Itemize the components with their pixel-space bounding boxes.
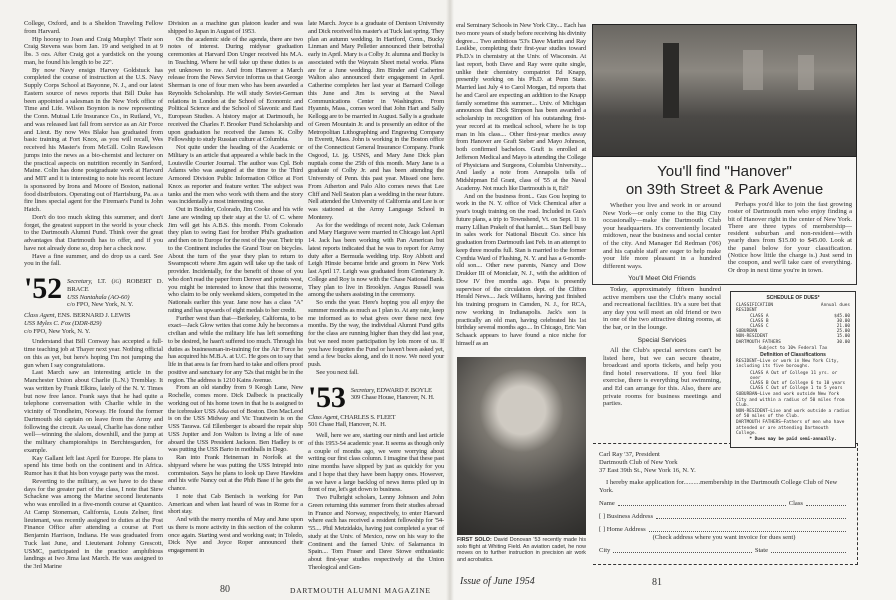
membership-coupon[interactable] xyxy=(593,443,858,565)
dues-row: SUBURBAN 25.00 xyxy=(736,329,850,335)
first-solo-photo xyxy=(457,357,586,535)
definitions-title: Definition of Classifications xyxy=(760,352,826,359)
home-address-field[interactable] xyxy=(599,526,849,534)
page-gutter xyxy=(446,0,454,600)
ad-intro: Whether you live and work in or around New York—or only come to the Big City occasionally—make the Dartmouth Club your headquarters. It's conveniently located midtown, near the business and social center of the city. And Manager Ed Redman ('06) and his capable staff are eager to help make your life more pleasant in a hundred different ways. xyxy=(603,202,721,270)
page-number: 80 xyxy=(220,584,230,595)
paragraph: Ran into Frank Heineman in Norfolk at the shipyard where he was putting the USS Intrepid into commission. Says he plans to look up Dave Hawkins and his wife Nancy out at the Phib Base if he gets the chance. xyxy=(168,454,303,492)
invoice-note: (Check address where you want invoice for dues sent) xyxy=(652,534,796,541)
photo-caption xyxy=(457,537,586,563)
page-number: 81 xyxy=(652,577,662,588)
paragraph: On the academic side of the agenda, there are two notes of interest. During midyear graduation ceremonies at Harvard Don Unger received his M.A. in Teaching. Where he will take up these duties is as yet unknown to me. And from Hanover a March release from the News Service informs us that George Sherman is one of four men who has been awarded a Reynolds Scholarship. He will study Soviet-German relations in London at the School of Economic and Political Science and the School of Slavonic and East European Studies. A history major at Dartmouth, he received the Charles F. Brooker Fund Scholarship and upon graduation he received the James K. Colby Fellowship to study Russian culture at Columbia. xyxy=(168,35,303,144)
name-label: Name xyxy=(599,500,615,507)
agent-address: USS Myles C. Fox (DDR-829) xyxy=(24,319,102,327)
paragraph: As for the weddings of recent note, Jack Coleman and Mary Hargrave were married in Chicago last April 14. Jack has been working with Pan American but latest reports indicated that he was to report for Army duty after a Bermuda wedding trip. Roy Abbott and Leigh Hinsie became bride and groom in New York last April 17. Leigh was graduated from Centenary Jr. College and Roy is now with the Chase National Bank. They plan to live in Brooklyn. Angus Russell was among the ushers assisting in the ceremony. xyxy=(308,221,444,299)
paragraph: Kay Gallant left last April for Europe. He plans to spend his time both on the continent and in Africa. Rumor has it that his bon voyage party was the most. xyxy=(24,454,163,477)
left-column-2 xyxy=(168,20,303,576)
definition: SUBURBAN—Live and work outside New York City and within a radius of 50 miles from Club. xyxy=(736,392,845,408)
paragraph: Don't do too much skiing this summer, and don't forget, the greatest support in the world is your check to the Dartmouth Alumni Fund. Think over the great advantages that Dartmouth has to offer, and if you have not already done so, drop her a check now. xyxy=(24,213,163,252)
paragraph: Last March saw an interesting article in the Manchester Union about Charlie (L.N.) Tremblay. It was written by Frank Elkins, lately of the N. Y. Times but now free lance. Frank says that he had quite a telephone conversation with Charlie while in the vicinity of Trondheim, Norway. He found the former Dartmouth ski captain on leave from the Army and following the circuit. As usual, Charlie has done rather well—winning the slalom, downhill, and the jump at the military championships in Berchtesgarden, for example. xyxy=(24,369,163,454)
paragraph: Understand that Bill Conway has accepted a full-time teaching job at Thayer next year. Nothing official on this as yet, but here's hoping I'm not jumping the gun when I say congratulations. xyxy=(24,338,163,369)
grandfather-clock xyxy=(663,43,679,118)
coupon-addressee: Carl Ray '37, President xyxy=(599,451,660,458)
paragraph: By now Navy ensign Harvey Goldstuck has completed the course of instruction at the U.S. Navy Supply Corps School at Bayonne, N. J., and our latest Eastern source of news reports that Bill Duke has been appointed a salesman in the New York office of Time and Life. Wilson Boynton is now representing the Conn. Mutual Life Insurance Co., in Rutland, Vt., and was released last fall from service as an Air Force and Lieut. By now Wes Blake has graduated from basic training at Fort Knox, as you will recall, Wes received his Master's from McGill. Colin Rawleson jumps into the news as a bio-chemist and lecturer on the practical aspects on nutrition recently in Sanford, Maine. Colin has done postgraduate work at Harvard and MIT and it is interesting to note his recent lecture is sponsored by Irons and Moore of Boston, national food distributors. Operating out of Harrisburg, Pa. as a fire lines special agent for the Fireman's Fund is John Hatch. xyxy=(24,66,163,213)
dues-row: CLASS B 30.00 xyxy=(750,318,850,324)
ad-column-1 xyxy=(603,202,721,408)
business-address-field[interactable] xyxy=(599,513,849,521)
secretary-address: USS Nantahala (AO-60) xyxy=(67,293,130,301)
agent-label: Class Agent, xyxy=(308,413,339,421)
ad-paragraph: All the Club's special services can't be listed here, but we can secure theatre, broadcast and sports tickets, and help you find hotel reservations. If you feel like exercise, there is everything but swimming, and Ed can arrange for this. Also, there are private rooms for business meetings and parties. xyxy=(603,347,721,408)
secretary-label: Secretary, xyxy=(67,278,93,285)
definition: RESIDENT—Live or work in New York City, including its five boroughs. xyxy=(736,359,840,370)
left-column-1 xyxy=(24,20,163,576)
name-field[interactable] xyxy=(599,500,849,508)
secretary-address: 309 Chase House, Hanover, N. H. xyxy=(350,394,435,402)
paragraph: Division as a machine gun platoon leader and was shipped to Japan in August of 1953. xyxy=(168,20,303,35)
dues-row: CLASS C 21.00 xyxy=(750,324,850,330)
class-label: Class xyxy=(788,500,803,507)
class-1952-header xyxy=(24,272,163,309)
definition: CLASS C Out of College 1 to 5 years xyxy=(750,386,843,392)
schedule-of-dues-panel xyxy=(730,291,856,448)
class-agent xyxy=(24,312,163,335)
class-1953-header xyxy=(308,380,444,414)
secretary-address: c/o FPO, New York, N. Y. xyxy=(67,301,134,309)
coupon-addressee: Dartmouth Club of New York xyxy=(599,459,678,466)
right-column-1 xyxy=(456,22,586,354)
col-header: Annual dues xyxy=(820,303,850,309)
paragraph: Hip hooray to Joan and Craig Murphy! Their son Craig Stevens was born Jan. 19 and weighed in at 9 lbs. 3 ozs. After Craig got a yardstick on the young man, he found his length to be 22". xyxy=(24,35,163,66)
secretary-name: LT. (jg) ROBERT D. BRACE xyxy=(67,278,163,293)
caption-lead: FIRST SOLO: xyxy=(457,537,492,543)
city-label: City xyxy=(599,547,611,554)
coupon-address: 37 East 39th St., New York 16, N. Y. xyxy=(599,467,696,474)
ad-headline: You'll find "Hanover" xyxy=(657,163,792,180)
issue-date: Issue of June 1954 xyxy=(460,576,535,587)
paragraph: Further west than that—Berkeley, California, to be exact—Jack Glow writes that come July he becomes a civilian and while the military life has left something to be desired, he hasn't suffered too much. Through his duties as businessman-in-training for the Air Force he has acquired his M.B.A. at U.C. He goes on to say that life in that area is far from hard to take and offers proof positive and sanctuary for any '52s that might be in the region. The address is 1210 Kains Avenue. xyxy=(168,314,303,384)
magazine-title-footer: DARTMOUTH ALUMNI MAGAZINE xyxy=(290,586,431,595)
secretary-label: Secretary, xyxy=(350,386,376,394)
dues-row: NON-RESIDENT 15.00 xyxy=(736,334,850,340)
dues-category: RESIDENT xyxy=(736,308,758,314)
definition: CLASS B Out of College 6 to 10 years xyxy=(750,381,846,387)
col-header: CLASSIFICATION xyxy=(736,303,774,309)
paragraph: I note that Cab Benisch is working for Pan American and when last heard of was in Rome for a short stay. xyxy=(168,492,303,516)
class-year: '53 xyxy=(308,380,346,414)
paragraph: Out in Boulder, Colorado, Jim Cooke and his wife Jane are winding up their stay at the U. of C. where Jim will get his A.B.S. this month. From Colorado they plan to swing East for brother Phil's graduation and then on to Europe for the rest of the year. Their trip to the Continent includes the Grand Tour on bicycles. About the turn of the year they plan to return to Swampscott where Jim again will take up the task of provider. Incidentally, for the benefit of those of you who don't read the paper from Denver and points west, you might be interested to know that this twosome, who claim to be only weekend skiers, competed in the Nationals earlier this year. Jane now has a class "A" rating and has upwards of eight medals to her credit. xyxy=(168,206,303,314)
dues-footnote: * Dues may be paid semi-annually. xyxy=(749,437,837,443)
ad-headline: on 39th Street & Park Avenue xyxy=(625,181,824,198)
class-agent xyxy=(308,414,444,430)
definition: NON-RESIDENT—Live and work outside a radius of 50 miles of the Club. xyxy=(736,409,850,420)
paragraph: eral Seminary Schools in New York City.... Each has two more years of study before receiving his divinity degree.... Two ambitious '53's Dave Martin and Ray Lesikbe, completing their first-year studies toward Ph.D.'s in chemistry at the Univ. of Wisconsin. At last report, both Dave and Ray were quite single, unlike their chemistry compatriot Ed Knapp, presently working on his Ph.D. at Penn State. Married last July 4 to Carol Morgan, Ed reports that he and Carol are expecting an addition to the Knapp family sometime this summer.... Univ. of Michigan announces that Dick Simpson has been awarded a scholarship in recognition of his outstanding first-year record at its medical school, where he is top man in his class.... Other first-year medics away from Hanover are Graft Sieber and Mayo Johnson, both confirmed bachelors. Graft is enrolled at Jefferson Medical and Mayo is attending the College of Physicians and Surgeons, Columbia University.... And lastly a note from Annapolis tells of Midshipman Ed Grant, class of '55 at the Naval Academy. Not much like Dartmouth is it, Ed? xyxy=(456,22,586,192)
agent-label: Class Agent, xyxy=(24,312,57,319)
dues-title: SCHEDULE OF DUES* xyxy=(766,295,820,301)
paragraph: Reverting to the military, as we have to do these days for the greater part of the class, I note that Stew Schackne was among the Marine second lieutenants who was enrolled in a five-month course at Quantico. At Camp Stoneman, California, Louis Zelner, first lieutenant, was recently assigned to duties at the Post Finance Office after attending a course at Fort Benjamin Harrison, Indiana. He was graduated from Tuck last June, and Lieutenant Johnny Grescott, USMC, participated in the practice amphibious landings at Iwo Jima last March. He was assigned to the 3rd Marine xyxy=(24,477,163,570)
agent-address: 501 Chase Hall, Hanover, N. H. xyxy=(308,421,387,429)
definition: DARTMOUTH FATHERS—Fathers of men who have attended or are attending Dartmouth College. xyxy=(736,420,845,436)
paragraph: From an old standby from 9 Keogh Lane, New Rochelle, comes more. Dick Dalbeck is practically working out of his home town in that he is assigned to the icebreaker USS Atka out of Boston. Don MacLeod is on the USS Midway and Vic Trautwein is on the USS Tarawa. Gil Ellenberger is aboard the repair ship USS Jupiter and Jon Walton is living a life of ease aboard the USS President Jackson. Ben Hadley is or was putting the USS Barto in mothballs in Dego. xyxy=(168,384,303,454)
ad-paragraph: Today, approximately fifteen hundred active members use the Club's many social and recreational facilities. It's a sure bet that any day you will meet an old friend or two in one of the two attractive dining rooms, at the bar, or in the lounge. xyxy=(603,285,721,331)
paragraph: Two Fulbright scholars, Lenny Johnson and John Green returning this summer from their studies abroad in France and Norway, respectively, to enter Harvard where each has received a resident fellowship for '54-'55.... Phil Metzidakis, having just completed a year of study at the Univ. of Mexico, now on his way to the Continent and the famed Univ. of Salamanca in Spain.... Tom Fraser and Dave Stowe enthusiastic about first-year studies respectively at the Union Theological and Gen- xyxy=(308,494,444,571)
agent-name: ENS. BERNARD J. LEWIS xyxy=(57,312,131,319)
city-state-field[interactable] xyxy=(599,547,849,555)
application-text: I hereby make application for..........membership in the Dartmouth College Club of New York. xyxy=(599,479,838,494)
home-address-label: [ ] Home Address xyxy=(599,526,646,533)
secretary-name: EDWARD F. BOYLE xyxy=(376,386,432,394)
paragraph: College, Oxford, and is a Sheldon Traveling Fellow from Harvard. xyxy=(24,20,163,35)
dues-row: DARTMOUTH FATHERS 30.00 xyxy=(736,339,850,345)
club-lounge-photo xyxy=(592,24,857,157)
ad-subheading: You'll Meet Old Friends xyxy=(628,275,696,283)
left-column-3 xyxy=(308,20,444,576)
class-year: '52 xyxy=(24,272,63,305)
paragraph: Not quite under the heading of the Academic or Military is an article that appeared a while back in the Louisville Courier Journal. The author was Cpl. Bob Adams who was assigned at the time to the Third Armored Division Public Information Office at Fort Knox as reporter and feature writer. The subject was tanks and the men who work with them and the story was incidentally a most interesting one. xyxy=(168,144,303,206)
tax-note: Subject to 10% Federal Tax xyxy=(758,345,828,351)
definition: CLASS A Out of College 11 yrs. or over xyxy=(750,370,838,381)
paragraph: So ends the year. Here's hoping you all enjoy the summer months as much as I plan to. At any rate, keep me informed as to what gives over these next few months. By the way, the individual Alumni Fund gifts for the class are running higher than they did last year, but we need more participation by lots more of us. If you have forgotten the Fund or haven't been asked yet, send a few bucks along, and do it now. We need your push. xyxy=(308,299,444,368)
paragraph: Well, here we are, starting our ninth and last article of this 1953-54 academic year. It seems as though only a couple of months ago, we were worrying about writing our first class column. I imagine that these past nine months have slipped by just as quickly for you and I hope that they have been happy ones. However, as we have a large backlog of news items piled up in front of me, let's get down to business. xyxy=(308,432,444,494)
ad-column-2 xyxy=(728,201,852,274)
dues-row: CLASS A $45.00 xyxy=(750,313,850,319)
caption-text: David Donovan '53 recently made his solo flight at Whiting Field. An aviation cadet, he now moves on to further instruction in precision air work and acrobatics. xyxy=(457,537,587,563)
paragraph: late March. Joyce is a graduate of Denison University and Dick received his master's at Tuck last spring. They plan an autumn wedding. In Hartford, Conn., Bucky Linman and Mary Pelletier announced their betrothal early in April. Mary is a Colby Jr. alumna and Bucky is associated with the Wayrain Sheet metal works. Plans are for a June wedding. Jim Binder and Catherine Walton also announced their engagement in April. Catherine completes her last year at Barnard College this June and Jim is serving at the Naval Communications Center in Washington. From Hyannis, Mass., comes word that John Hart and Sally Kellogg are to be married in August. Sally is a graduate of Green Mountain Jr. and is presently an editor of the Metropolitan Lithographing and Engraving Company in Everett, Mass. John is working in the Boston office of the Connecticut General Insurance Company. Frank Osgood, Lt. jg. USNS, and Mary Jane Dick plan nuptials come the 25th of this month. Mary Jane is a graduate of Colby Jr. and has been attending the University of Penn. this past year. Missed one here. From Atherton and Palo Alto comes news that Lee Cliff and Nell Seaton plan a wedding in the near future. Nell attended the University of California and Lee is or was stationed at the Army Language School in Monterey. xyxy=(308,20,445,221)
agent-name: CHARLES S. FLEET xyxy=(340,413,396,421)
paragraph: See you next fall. xyxy=(316,368,359,376)
ad-join-paragraph: Perhaps you'd like to join the fast growing roster of Dartmouth men who enjoy finding a bit of Hanover right in the center of New York. There are three types of membership—resident suburban and non-resident—with yearly dues from $15.00 to $45.00. Look at the panel below for your classification. (Notice how little the charge is.) Just send in the coupon, and we'll take care of everything. Or drop in next time you're in town. xyxy=(728,201,852,274)
paragraph: Have a fine summer, and do drop us a card. See you in the fall. xyxy=(24,252,163,268)
business-address-label: [ ] Business Address xyxy=(599,513,654,520)
paragraph: And on the business front... Gus Gou hoping to work in the N. Y. office of Vick Chemical after a year's tough training on the road. Included in Gus's future plans, a trip to Townshend, Vt. on Sept. 11 to marry Lillian Prakelt of that hamlet.... Stan Bell busy in sales work for National Biscuit Co. since his graduation from Dartmouth last Feb. in an attempt to keep three mouths full. Stan is married to the former Cynthia Ward of Flushing, N. Y. and has a 6-month-old son.... Other new parents, Nancy and Dow Drukker III of Montclair, N. J., with the addition of Dow IV five months ago. Papa is presently supervisor of the circulation dept. of the Clifton Herald News.... Jack Williams, having just finished his training program in Camden, N. J., for RCA, now working in Indianapolis. Jack's son is practically an old man, having celebrated his 1st birthday several months ago.... In Chicago, Eric Van Schaack appears to have found a nice niche for himself as an xyxy=(456,192,586,347)
ad-subheading: Special Services xyxy=(637,336,687,344)
paragraph: And with the merry months of May and June upon us there is more activity in this section of the column once again. Starting west and working east; in Toledo, Dick Nye and Joyce Roper announced their engagement in xyxy=(168,516,303,554)
state-label: State xyxy=(754,547,768,554)
agent-address: c/o FPO, New York, N. Y. xyxy=(24,327,91,335)
